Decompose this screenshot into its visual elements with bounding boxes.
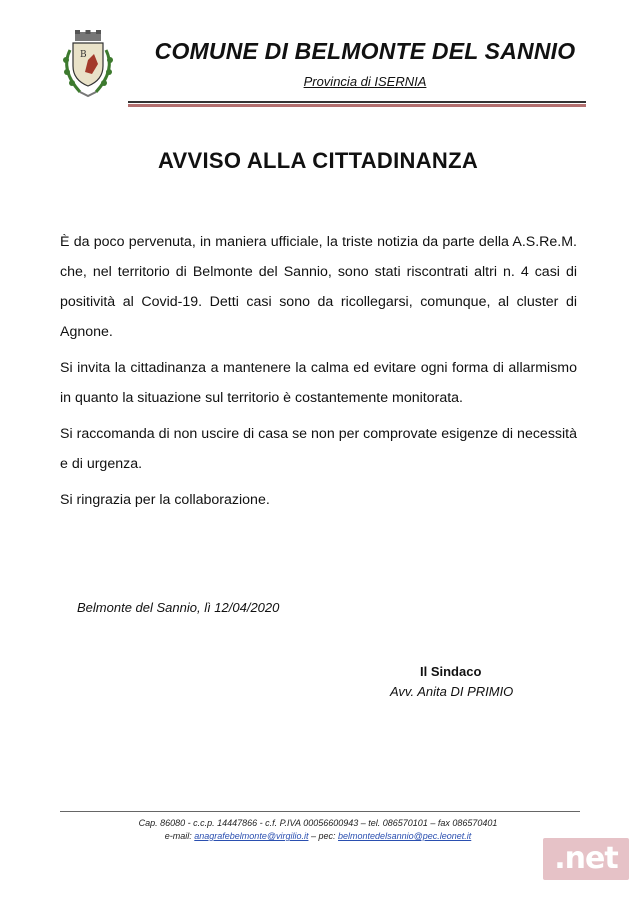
email-label: e-mail: xyxy=(164,831,192,841)
notice-paragraph: Si raccomanda di non uscire di casa se non per comprovate esigenze di necessità e di urgenza. xyxy=(60,426,577,472)
municipal-crest-icon xyxy=(58,30,118,98)
notice-paragraph: Si invita la cittadinanza a mantenere la calma ed evitare ogni forma di allarmismo in quanto la situazione sul territorio è costantemente monitorata. xyxy=(60,360,577,406)
signer-name: Avv. Anita DI PRIMIO xyxy=(390,684,514,699)
pec-link[interactable]: belmontedelsannio@pec.leonet.it xyxy=(338,831,472,841)
notice-paragraph: Si ringrazia per la collaborazione. xyxy=(60,492,270,508)
place-date: Belmonte del Sannio, lì 12/04/2020 xyxy=(77,600,280,615)
pec-label: – pec: xyxy=(310,831,336,841)
footer-contacts: Cap. 86080 - c.c.p. 14447866 - c.f. P.IVA 00056600943 – tel. 086570101 – fax 086570401 xyxy=(138,818,498,828)
notice-title: AVVISO ALLA CITTADINANZA xyxy=(157,148,479,173)
province-name: Provincia di ISERNIA xyxy=(303,74,427,89)
signer-role: Il Sindaco xyxy=(420,664,482,679)
header-divider-accent xyxy=(128,104,586,107)
header-divider xyxy=(128,101,586,103)
email-link[interactable]: anagrafebelmonte@virgilio.it xyxy=(194,831,309,841)
footer-divider xyxy=(60,811,580,812)
watermark: .net xyxy=(543,838,629,880)
municipality-name: COMUNE DI BELMONTE DEL SANNIO xyxy=(154,38,576,64)
notice-paragraph: È da poco pervenuta, in maniera ufficiale, la triste notizia da parte della A.S.Re.M. che, nel territorio di Belmonte del Sannio, sono stati riscontrati altri n. 4 casi di positività al Covid-19. Detti casi sono da ricollegarsi, comunque, al cluster di Agnone. xyxy=(60,234,577,340)
footer-emails xyxy=(0,831,636,841)
notice-body xyxy=(60,227,577,521)
svg-text:B: B xyxy=(80,50,87,60)
